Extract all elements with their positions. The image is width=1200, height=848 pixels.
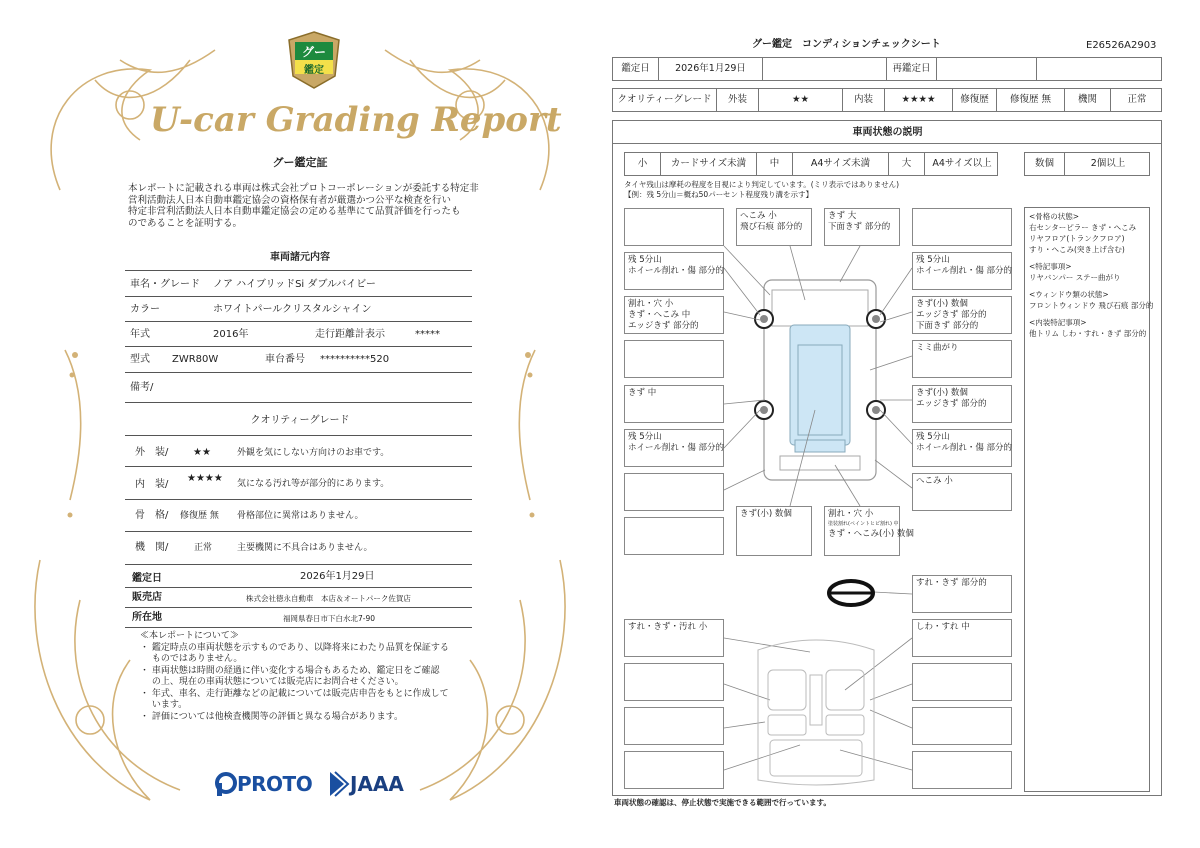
damage-box-interior-left-2 — [624, 663, 724, 701]
intro-line: 本レポートに記載される車両は株式会社プロトコーポレーションが委託する特定非 — [128, 183, 479, 194]
damage-text: へこみ 小 — [740, 211, 777, 221]
damage-box-bottom-mid-left — [736, 506, 812, 556]
quality-desc: 気になる汚れ等が部分的にあります。 — [237, 479, 390, 489]
damage-text: 残 5分山 — [628, 432, 662, 442]
damage-text: すれ・きず・汚れ 小 — [628, 622, 708, 632]
damage-box-interior-right-4 — [912, 751, 1012, 789]
damage-box-right-2 — [912, 252, 1012, 290]
size-large: 大 — [889, 153, 925, 175]
year-value: 2016年 — [213, 329, 249, 340]
tire-example: 【例：残 5分山＝概ね50パーセント程度残り溝を示す】 — [624, 190, 814, 199]
damage-box-interior-left-1 — [624, 619, 724, 657]
interior-stars: ★★★★ — [885, 89, 953, 111]
note-line: リヤフロア(トランクフロア) — [1029, 234, 1125, 243]
damage-box-right-3 — [912, 296, 1012, 334]
quality-heading: クオリティーグレード — [250, 415, 350, 426]
name-label: 車名・グレード — [130, 279, 200, 290]
quality-row-engine — [125, 538, 472, 562]
note-line: ・ 車両状態は時間の経過に伴い変化する場合もあるため、鑑定日をご確認 — [140, 665, 440, 676]
document-id: E26526A2903 — [1086, 40, 1157, 51]
date-label: 鑑定日 — [132, 573, 162, 584]
count-label: 数個 — [1025, 153, 1065, 175]
spec-heading: 車両諸元内容 — [270, 252, 330, 263]
note-line: 右センターピラー きず・へこみ — [1029, 223, 1137, 232]
quality-stars: ★★ — [193, 447, 211, 458]
car-interior-diagram — [748, 630, 884, 790]
date-value: 2026年1月29日 — [300, 571, 375, 582]
note-line: ・ 鑑定時点の車両状態を示すものであり、以降将来にわたり品質を保証する — [140, 642, 449, 653]
exterior-label: 外装 — [717, 89, 759, 111]
grade-label: クオリティーグレード — [613, 89, 717, 111]
damage-text: しわ・すれ 中 — [916, 622, 970, 632]
note-line: います。 — [140, 700, 188, 710]
count-value: 2個以上 — [1090, 158, 1126, 169]
badge-top-label: グー — [301, 45, 326, 59]
damage-text: きず(小) 数個 — [740, 509, 792, 519]
note-line: 他トリム しわ・すれ・きず 部分的 — [1029, 329, 1147, 338]
quality-desc: 主要機関に不具合はありません。 — [237, 543, 373, 553]
shop-label: 販売店 — [132, 592, 162, 603]
repair-label: 修復歴 — [953, 89, 997, 111]
damage-box-right-4 — [912, 340, 1012, 378]
damage-text: 残 5分山 — [916, 255, 950, 265]
damage-box-left-4 — [624, 340, 724, 378]
damage-text: エッジきず 部分的 — [628, 321, 699, 331]
damage-text: すれ・きず 部分的 — [916, 578, 987, 588]
damage-text: きず(小) 数個 — [916, 388, 968, 398]
jaaa-logo-icon — [326, 770, 348, 798]
damage-box-left-1 — [624, 208, 724, 246]
damage-text: 割れ・穴 小 — [828, 509, 874, 519]
quality-label: 骨 格/ — [135, 510, 169, 521]
note-heading: <ウィンドウ類の状態> — [1029, 290, 1109, 299]
damage-text: きず 大 — [828, 211, 857, 221]
interior-label: 内装 — [843, 89, 885, 111]
note-line: ものではありません。 — [140, 654, 243, 664]
year-label: 年式 — [130, 329, 150, 340]
chassis-value: **********520 — [320, 354, 390, 365]
note-line: リヤバンパー ステー曲がり — [1029, 273, 1121, 282]
steering-wheel-icon — [826, 578, 876, 608]
damage-text: ミミ曲がり — [916, 343, 959, 353]
size-large-desc: A4サイズ以上 — [932, 158, 992, 169]
repair-value: 修復歴 無 — [997, 89, 1065, 111]
damage-text: 塗装割れ(ペイントヒビ割れ) 中 — [828, 521, 899, 527]
quality-label: 外 装/ — [135, 447, 169, 458]
model-value: ZWR80W — [172, 354, 219, 365]
address-label: 所在地 — [132, 612, 162, 623]
engine-value: 正常 — [1127, 94, 1147, 105]
quality-row-interior — [125, 472, 472, 496]
size-medium-desc: A4サイズ未満 — [793, 153, 889, 175]
damage-box-interior-right-3 — [912, 707, 1012, 745]
damage-box-left-6 — [624, 429, 724, 467]
condition-check-sheet — [600, 0, 1200, 848]
note-heading: <内装特記事項> — [1029, 318, 1087, 327]
badge-bottom-label: 鑑定 — [304, 65, 324, 76]
damage-text: きず・へこみ 中 — [628, 310, 691, 320]
quality-stars: ★★★★ — [187, 473, 223, 484]
tire-note: タイヤ残山は摩耗の程度を目視により判定しています。(ミリ表示ではありません) — [624, 180, 900, 189]
quality-stars: 正常 — [194, 543, 213, 553]
model-label: 型式 — [130, 354, 150, 365]
sheet-footer: 車両状態の確認は、停止状態で実施できる範囲で行っています。 — [614, 798, 831, 807]
damage-box-left-7 — [624, 473, 724, 511]
damage-text: 下面きず 部分的 — [916, 321, 979, 331]
damage-box-top-mid-right — [824, 208, 900, 246]
quality-row-exterior — [125, 442, 472, 466]
note-heading: <骨格の状態> — [1029, 212, 1080, 221]
report-title: U-car Grading Report — [150, 100, 562, 140]
damage-box-interior-right-1 — [912, 619, 1012, 657]
intro-text — [128, 183, 498, 229]
note-line: すり・へこみ(突き上げ含む) — [1029, 245, 1125, 254]
damage-box-left-2 — [624, 252, 724, 290]
damage-box-left-8 — [624, 517, 724, 555]
intro-line: 営利活動法人日本自動車鑑定協会の資格保有者が厳選かつ公平な検査を行い — [128, 194, 452, 206]
damage-text: きず(小) 数個 — [916, 299, 968, 309]
note-line: ・ 評価については他検査機関等の評価と異なる場合があります。 — [140, 711, 403, 722]
sheet-title: グー鑑定 コンディションチェックシート — [752, 39, 941, 50]
quality-row-frame — [125, 506, 472, 530]
quality-label: 機 関/ — [135, 542, 169, 553]
intro-line: 特定非営利活動法人日本自動車鑑定協会の定める基準にて品質評価を行ったも — [128, 206, 461, 217]
mileage-value: ***** — [415, 329, 440, 340]
damage-box-top-mid-left — [736, 208, 812, 246]
intro-line: のであることを証明する。 — [128, 217, 243, 229]
note-heading: <特記事項> — [1029, 262, 1072, 271]
damage-text: きず 中 — [628, 388, 657, 398]
notes-title: ≪本レポートについて≫ — [140, 631, 239, 641]
damage-text: ホイール削れ・傷 部分的 — [628, 443, 725, 453]
damage-box-right-6 — [912, 429, 1012, 467]
damage-text: ホイール削れ・傷 部分的 — [916, 443, 1013, 453]
date-label: 鑑定日 — [613, 58, 659, 80]
size-medium: 中 — [757, 153, 793, 175]
quality-desc: 骨格部位に異常はありません。 — [237, 511, 364, 521]
goo-appraisal-badge-icon — [287, 30, 341, 90]
note-line: ・ 年式、車名、走行距離などの記載については販売店申告をもとに作成して — [140, 688, 449, 699]
section-title: 車両状態の説明 — [852, 127, 923, 138]
damage-text: 下面きず 部分的 — [828, 222, 891, 232]
redate-label: 再鑑定日 — [887, 58, 937, 80]
exterior-stars: ★★ — [759, 89, 843, 111]
damage-box-right-7 — [912, 473, 1012, 511]
damage-box-left-5 — [624, 385, 724, 423]
engine-label: 機関 — [1065, 89, 1111, 111]
damage-text: 割れ・穴 小 — [628, 299, 674, 309]
damage-box-right-5 — [912, 385, 1012, 423]
damage-box-steering — [912, 575, 1012, 613]
mileage-label: 走行距離計表示 — [315, 329, 385, 340]
quality-label: 内 装/ — [135, 479, 169, 490]
damage-text: 飛び石痕 部分的 — [740, 222, 803, 232]
damage-box-right-1 — [912, 208, 1012, 246]
report-subtitle: グー鑑定証 — [272, 156, 328, 169]
jaaa-logo-text: JAAA — [350, 772, 404, 796]
proto-logo-text: PROTO — [237, 772, 313, 796]
damage-box-interior-left-3 — [624, 707, 724, 745]
damage-text: 残 5分山 — [916, 432, 950, 442]
note-line: の上、現在の車両状態については販売店にお問合せください。 — [140, 677, 404, 687]
size-small-desc: カードサイズ未満 — [661, 153, 757, 175]
shop-value: 株式会社徳永自動車 本店＆オートパーク佐賀店 — [246, 594, 411, 603]
damage-box-bottom-mid-right — [824, 506, 914, 556]
damage-text: ホイール削れ・傷 部分的 — [916, 266, 1013, 276]
proto-logo-icon — [215, 771, 237, 797]
damage-text: へこみ 小 — [916, 476, 953, 486]
color-value: ホワイトパールクリスタルシャイン — [213, 304, 372, 315]
damage-text: エッジきず 部分的 — [916, 310, 987, 320]
chassis-label: 車台番号 — [265, 354, 305, 365]
damage-box-interior-left-4 — [624, 751, 724, 789]
damage-text: きず・へこみ(小) 数個 — [828, 529, 914, 539]
damage-text: 残 5分山 — [628, 255, 662, 265]
size-small: 小 — [625, 153, 661, 175]
damage-box-interior-right-2 — [912, 663, 1012, 701]
note-line: フロントウィンドウ 飛び石痕 部分的 — [1029, 301, 1154, 310]
quality-desc: 外観を気にしない方向けのお車です。 — [237, 448, 390, 458]
address-value: 福岡県春日市下白水北7-90 — [283, 614, 376, 623]
quality-stars: 修復歴 無 — [180, 511, 219, 521]
damage-text: ホイール削れ・傷 部分的 — [628, 266, 725, 276]
notes-block — [140, 631, 500, 723]
name-value: ノア ハイブリッドSi ダブルバイビー — [213, 279, 376, 290]
damage-text: エッジきず 部分的 — [916, 399, 987, 409]
damage-box-left-3 — [624, 296, 724, 334]
color-label: カラー — [130, 304, 160, 315]
date-value: 2026年1月29日 — [659, 58, 763, 80]
remarks-label: 備考/ — [130, 382, 154, 393]
